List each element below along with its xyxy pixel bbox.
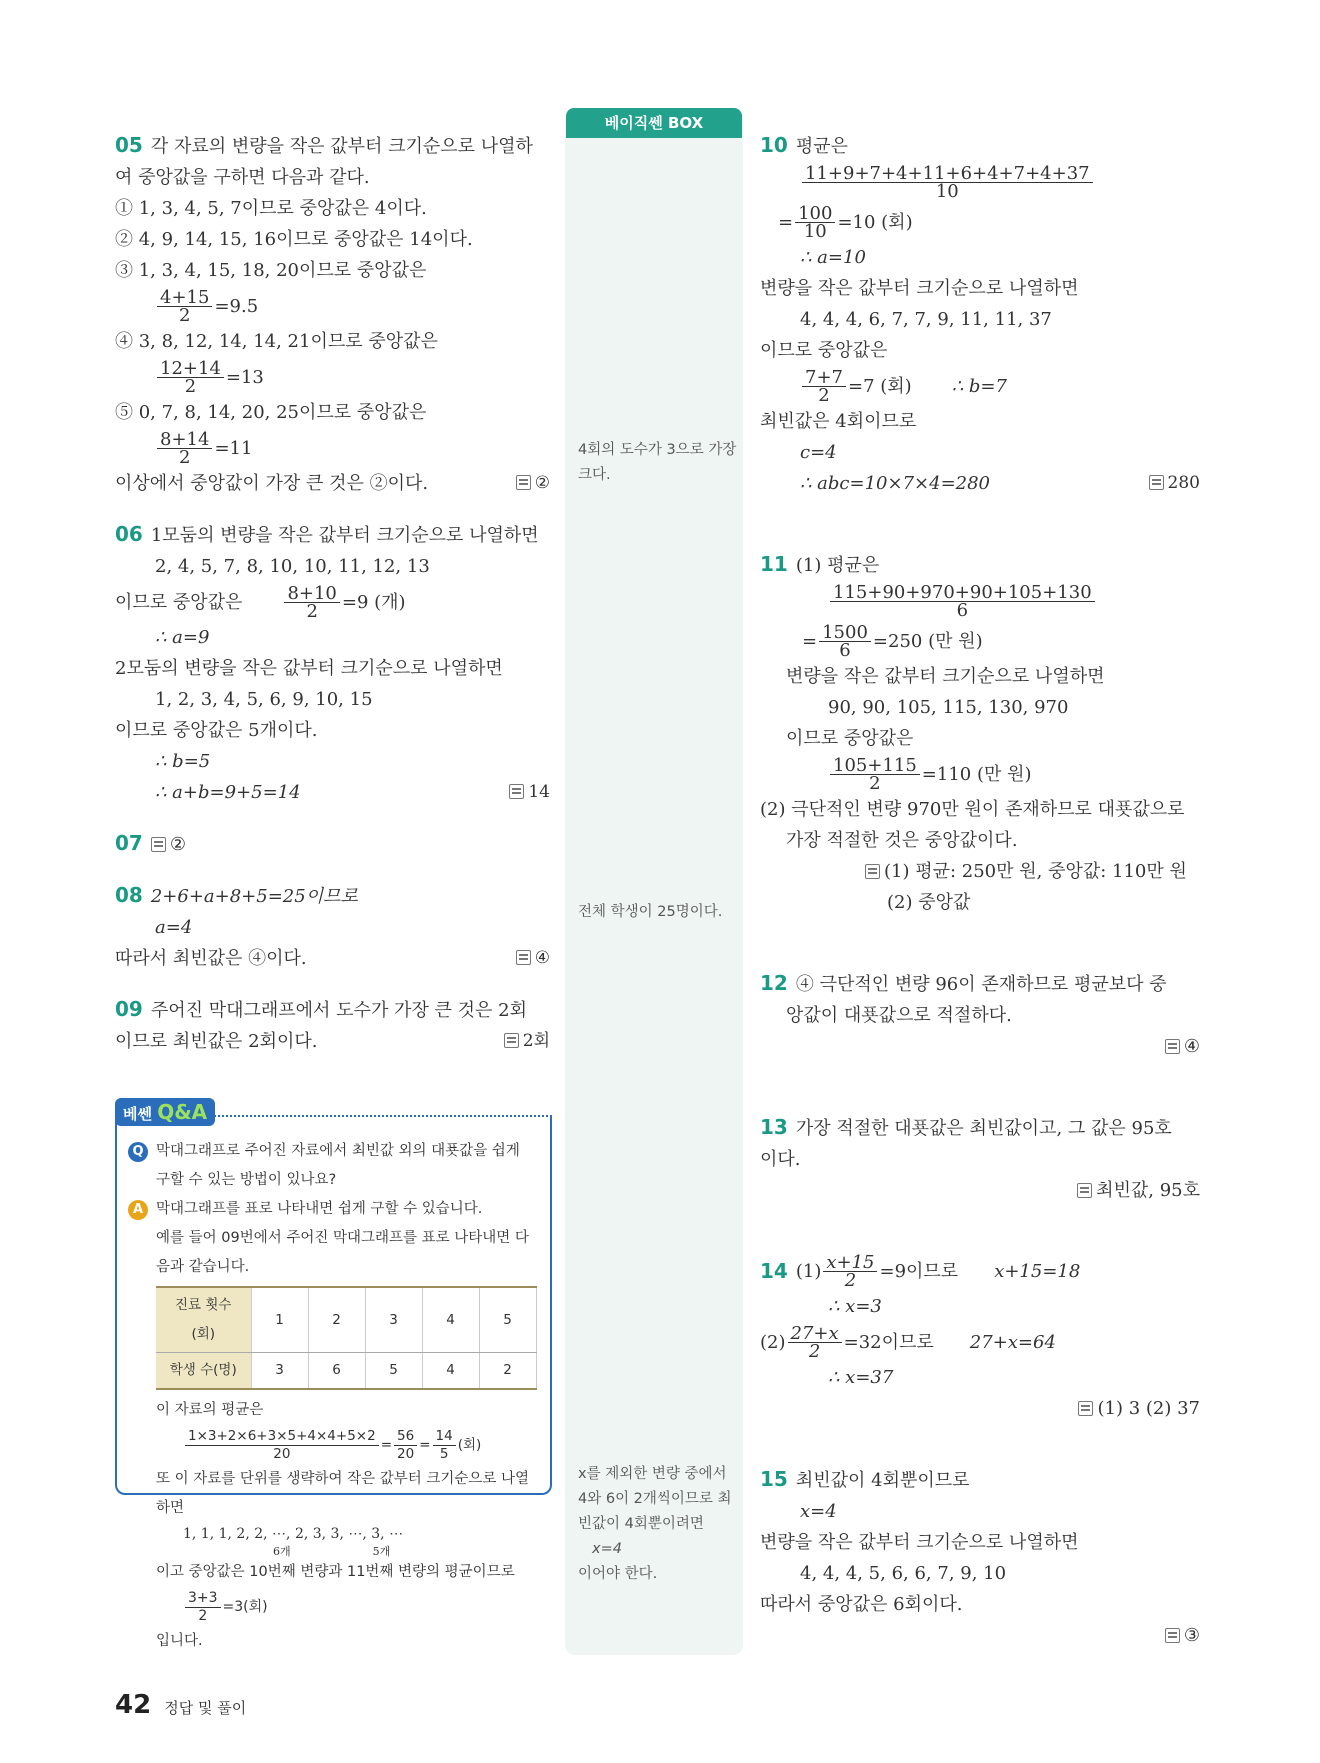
table-row: 학생 수(명) 3 6 5 4 2 bbox=[156, 1353, 536, 1390]
fraction: $\frac{x+15}{2}$ bbox=[823, 1254, 877, 1289]
fraction-line: $\frac{105+115}{2}$ =110 (만 원) bbox=[760, 754, 1200, 794]
text-line: ∴ b=5 bbox=[155, 751, 211, 772]
text-line: 4, 4, 4, 5, 6, 6, 7, 9, 10 bbox=[800, 1563, 1007, 1584]
text-line: 음과 같습니다. bbox=[156, 1259, 250, 1275]
problem-15 bbox=[760, 1464, 1200, 1651]
answer-badge-icon: A bbox=[128, 1200, 148, 1220]
problem-number: 11 bbox=[760, 552, 788, 576]
problem-number: 14 bbox=[760, 1258, 788, 1283]
problem-number: 08 bbox=[115, 883, 143, 907]
box-note-10 bbox=[578, 438, 738, 488]
text-line: ∴ x=37 bbox=[828, 1367, 894, 1388]
answer: 14 bbox=[509, 777, 550, 808]
left-column bbox=[115, 130, 550, 1077]
footer bbox=[115, 1690, 246, 1720]
answer-icon bbox=[1149, 475, 1164, 490]
text-line: 주어진 막대그래프에서 도수가 가장 큰 것은 2회 bbox=[150, 1000, 527, 1021]
fraction-line: 이므로 중앙값은 $\frac{8+10}{2}$ =9 (개) bbox=[115, 582, 406, 622]
text-line: 이므로 중앙값은 bbox=[760, 340, 888, 361]
text-line: 1모둠의 변량을 작은 값부터 크기순으로 나열하면 bbox=[150, 525, 539, 546]
text-line: 입니다. bbox=[156, 1633, 203, 1649]
text-line: 예를 들어 09번에서 주어진 막대그래프를 표로 나타내면 다 bbox=[156, 1230, 529, 1246]
text-line: x=4 bbox=[800, 1501, 837, 1522]
answer-icon bbox=[1165, 1628, 1180, 1643]
answer: ② bbox=[169, 834, 186, 855]
problem-number: 07 bbox=[115, 831, 143, 855]
box-note-15 bbox=[578, 1462, 738, 1587]
text-line: ∴ a+b=9+5=14 bbox=[155, 782, 301, 803]
problem-06 bbox=[115, 519, 550, 808]
problem-number: 12 bbox=[760, 971, 788, 995]
text-line: 이다. bbox=[760, 1149, 801, 1170]
text-line: 이므로 최빈값은 2회이다. bbox=[115, 1031, 318, 1052]
qa-body: Q 막대그래프로 주어진 자료에서 최빈값 외의 대푯값을 쉽게 구할 수 있는 방법이 있나요? A 막대그래프를 표로 나타내면 쉽게 구할 수 있습니다. 예를 들어 09번에서 주어진 막대그래프를 표로 나타내면 다 음과 같습니다. 진료 횟수(회) 1 2 3 4 5 학생 수(명) 3 6 5 4 2 이 자료의 평균은 $\frac{1\times 3+2\times 6+3\times 5+4\times 4+5\times 2}{20}$ = $\frac{56}{20}$ = $\frac{14}{5}$ (회) 또 이 자료를 단위를 생략하여 작은 값부터 크기순으로 나열 하면 1, 1, 1, 2, 2, ⋯, 2, 3, 3, ⋯, 3, ⋯ 6개 5개 이고 중앙값은 10번째 변량과 11번째 변량의 평균이므로 $\frac{3+3}{2}$ =3(회) 입니다. bbox=[128, 1137, 548, 1656]
text-line: 또 이 자료를 단위를 생략하여 작은 값부터 크기순으로 나열 bbox=[156, 1471, 530, 1487]
fraction-line: $\frac{7+7}{2}$ =7 (회) ∴ b=7 bbox=[760, 366, 1200, 406]
box-note-text: 4회의 도수가 3으로 가장 크다. bbox=[578, 442, 737, 483]
text-line: 90, 90, 105, 115, 130, 970 bbox=[828, 697, 1069, 718]
answer: ② bbox=[516, 468, 550, 499]
text-line: ② 4, 9, 14, 15, 16이므로 중앙값은 14이다. bbox=[115, 229, 473, 250]
fraction-line bbox=[760, 162, 1200, 202]
text-line: ④ 3, 8, 12, 14, 14, 21이므로 중앙값은 bbox=[115, 331, 438, 352]
fraction-line: = $\frac{1500}{6}$ =250 (만 원) bbox=[802, 621, 983, 661]
answer-icon bbox=[865, 864, 880, 879]
text-line: ④ 극단적인 변량 96이 존재하므로 평균보다 중 bbox=[795, 974, 1167, 995]
text-line: 가장 적절한 대푯값은 최빈값이고, 그 값은 95호 bbox=[795, 1118, 1172, 1139]
qa-badge: 베쎈 Q&A bbox=[115, 1098, 215, 1126]
problem-12 bbox=[760, 968, 1200, 1062]
answer: (2) 중앙값 bbox=[887, 892, 971, 913]
text-line: 하면 bbox=[156, 1500, 185, 1516]
problem-number: 10 bbox=[760, 133, 788, 157]
box-note-formula: x=4 bbox=[592, 1541, 622, 1557]
text-line: c=4 bbox=[800, 442, 837, 463]
text-line: 가장 적절한 것은 중앙값이다. bbox=[786, 830, 1018, 851]
text-line: ∴ abc=10×7×4=280 bbox=[800, 473, 991, 494]
page-number: 42 bbox=[115, 1690, 152, 1720]
text-line: ∴ x=3 bbox=[828, 1296, 882, 1317]
fraction-line: $\frac{12+14}{2}$ =13 bbox=[115, 357, 550, 397]
text-line: 변량을 작은 값부터 크기순으로 나열하면 bbox=[760, 278, 1079, 299]
text-line: ∴ a=10 bbox=[800, 247, 866, 268]
answer-icon bbox=[1078, 1401, 1093, 1416]
fraction: $\frac{12+14}{2}$ bbox=[157, 360, 224, 395]
fraction-line: $\frac{8+14}{2}$ =11 bbox=[115, 428, 550, 468]
basic-box-column bbox=[565, 110, 743, 1655]
median-formula: $\frac{3+3}{2}$ =3(회) bbox=[128, 1587, 548, 1627]
mean-formula: $\frac{1\times 3+2\times 6+3\times 5+4\times 4+5\times 2}{20}$ = $\frac{56}{20}$ = $\frac{14}{5}$ (회) bbox=[128, 1425, 548, 1465]
fraction: $\frac{115+90+970+90+105+130}{6}$ bbox=[830, 584, 1095, 619]
fraction: $\frac{27+x}{2}$ bbox=[788, 1325, 842, 1360]
basic-box-tab: 베이직쎈 BOX bbox=[566, 108, 742, 138]
text-line: ① 1, 3, 4, 5, 7이므로 중앙값은 4이다. bbox=[115, 198, 427, 219]
text-line: (2) 극단적인 변량 970만 원이 존재하므로 대푯값으로 bbox=[760, 799, 1185, 820]
answer-icon bbox=[516, 950, 531, 965]
answer: ④ bbox=[1183, 1036, 1200, 1057]
answer-icon bbox=[1165, 1039, 1180, 1054]
problem-number: 05 bbox=[115, 133, 143, 157]
answer: (1) 평균: 250만 원, 중앙값: 110만 원 bbox=[884, 861, 1187, 882]
text-line: 2모둠의 변량을 작은 값부터 크기순으로 나열하면 bbox=[115, 658, 503, 679]
problem-05 bbox=[115, 130, 550, 499]
text-line: 4, 4, 4, 6, 7, 7, 9, 11, 11, 37 bbox=[800, 309, 1052, 330]
frequency-table bbox=[156, 1286, 537, 1390]
fraction: $\frac{100}{10}$ bbox=[795, 205, 835, 240]
text-line: ③ 1, 3, 4, 15, 18, 20이므로 중앙값은 bbox=[115, 260, 427, 281]
text-line: 여 중앙값을 구하면 다음과 같다. bbox=[115, 167, 370, 188]
problem-11 bbox=[760, 549, 1200, 918]
sequence: 1, 1, 1, 2, 2, ⋯, 2, 3, 3, ⋯, 3, ⋯ 6개 5개 bbox=[183, 1526, 404, 1558]
text-line: 이 자료의 평균은 bbox=[156, 1402, 264, 1418]
box-note-text: x를 제외한 변량 중에서 4와 6이 2개씩이므로 최빈값이 4회뿐이려면 bbox=[578, 1466, 732, 1532]
text-line: 구할 수 있는 방법이 있나요? bbox=[156, 1172, 337, 1188]
answer-icon bbox=[1077, 1183, 1092, 1198]
text-line: 따라서 중앙값은 6회이다. bbox=[760, 1594, 963, 1615]
answer: 2회 bbox=[504, 1026, 550, 1057]
question-icon: Q bbox=[128, 1142, 148, 1162]
fraction: $\frac{8+14}{2}$ bbox=[157, 431, 212, 466]
text-line: a=4 bbox=[155, 917, 193, 938]
fraction-line: = $\frac{100}{10}$ =10 (회) bbox=[778, 202, 913, 242]
answer: (1) 3 (2) 37 bbox=[1097, 1398, 1200, 1419]
problem-07 bbox=[115, 828, 550, 860]
answer-icon bbox=[516, 475, 531, 490]
text-line: 2, 4, 5, 7, 8, 10, 10, 11, 12, 13 bbox=[155, 556, 430, 577]
problem-08 bbox=[115, 880, 550, 974]
problem-number: 06 bbox=[115, 522, 143, 546]
answer-icon bbox=[151, 837, 166, 852]
answer-icon bbox=[509, 784, 524, 799]
box-note-text: 이어야 한다. bbox=[578, 1566, 658, 1582]
problem-number: 15 bbox=[760, 1467, 788, 1491]
fraction: $\frac{11+9+7+4+11+6+4+7+4+37}{10}$ bbox=[802, 165, 1093, 200]
text-line: 각 자료의 변량을 작은 값부터 크기순으로 나열하 bbox=[150, 136, 533, 157]
text-line: (1) 평균은 bbox=[795, 555, 880, 576]
text-line: 변량을 작은 값부터 크기순으로 나열하면 bbox=[786, 666, 1105, 687]
answer: 280 bbox=[1149, 468, 1200, 499]
problem-09 bbox=[115, 994, 550, 1057]
text-line: 이상에서 중앙값이 가장 큰 것은 ②이다. bbox=[115, 473, 429, 494]
fraction: $\frac{7+7}{2}$ bbox=[802, 369, 846, 404]
problem-10 bbox=[760, 130, 1200, 499]
text-line: 1, 2, 3, 4, 5, 6, 9, 10, 15 bbox=[155, 689, 373, 710]
text-line: 최빈값이 4회뿐이므로 bbox=[795, 1470, 970, 1491]
text-line: 이고 중앙값은 10번째 변량과 11번째 변량의 평균이므로 bbox=[156, 1564, 515, 1580]
problem-number: 13 bbox=[760, 1115, 788, 1139]
answer: ③ bbox=[1183, 1625, 1200, 1646]
answer-icon bbox=[504, 1033, 519, 1048]
fraction-line bbox=[760, 581, 1200, 621]
fraction: $\frac{8+10}{2}$ bbox=[284, 585, 339, 620]
text-line: ∴ a=9 bbox=[155, 627, 210, 648]
text-line: 따라서 최빈값은 ④이다. bbox=[115, 948, 307, 969]
box-note-08 bbox=[578, 900, 738, 925]
text-line: 변량을 작은 값부터 크기순으로 나열하면 bbox=[760, 1532, 1079, 1553]
footer-label: 정답 및 풀이 bbox=[164, 1699, 247, 1717]
fraction: $\frac{1500}{6}$ bbox=[819, 624, 871, 659]
text-line: 최빈값은 4회이므로 bbox=[760, 411, 917, 432]
text-line: ⑤ 0, 7, 8, 14, 20, 25이므로 중앙값은 bbox=[115, 402, 427, 423]
text-line: 평균은 bbox=[795, 136, 849, 157]
text-line: 앙값이 대푯값으로 적절하다. bbox=[786, 1005, 1012, 1026]
text-line: 2+6+a+8+5=25이므로 bbox=[150, 886, 358, 907]
fraction: $\frac{105+115}{2}$ bbox=[830, 757, 920, 792]
fraction-line: $\frac{4+15}{2}$ =9.5 bbox=[115, 286, 550, 326]
answer: 최빈값, 95호 bbox=[1096, 1180, 1200, 1201]
text-line: 이므로 중앙값은 bbox=[786, 728, 914, 749]
problem-14: 14 (1) $\frac{x+15}{2}$ =9이므로 x+15=18 ∴ x=3 (2) $\frac{27+x}{2}$ =32이므로 27+x=64 ∴ x=37 (1) 3 (2) 37 bbox=[760, 1251, 1200, 1419]
box-note-text: 전체 학생이 25명이다. bbox=[578, 904, 723, 920]
fraction: $\frac{4+15}{2}$ bbox=[157, 289, 212, 324]
text-line: 이므로 중앙값은 5개이다. bbox=[115, 720, 318, 741]
right-column bbox=[760, 130, 1200, 1671]
table-row: 진료 횟수(회) 1 2 3 4 5 bbox=[156, 1287, 536, 1353]
answer: ④ bbox=[516, 943, 550, 974]
problem-number: 09 bbox=[115, 997, 143, 1021]
problem-13 bbox=[760, 1112, 1200, 1206]
